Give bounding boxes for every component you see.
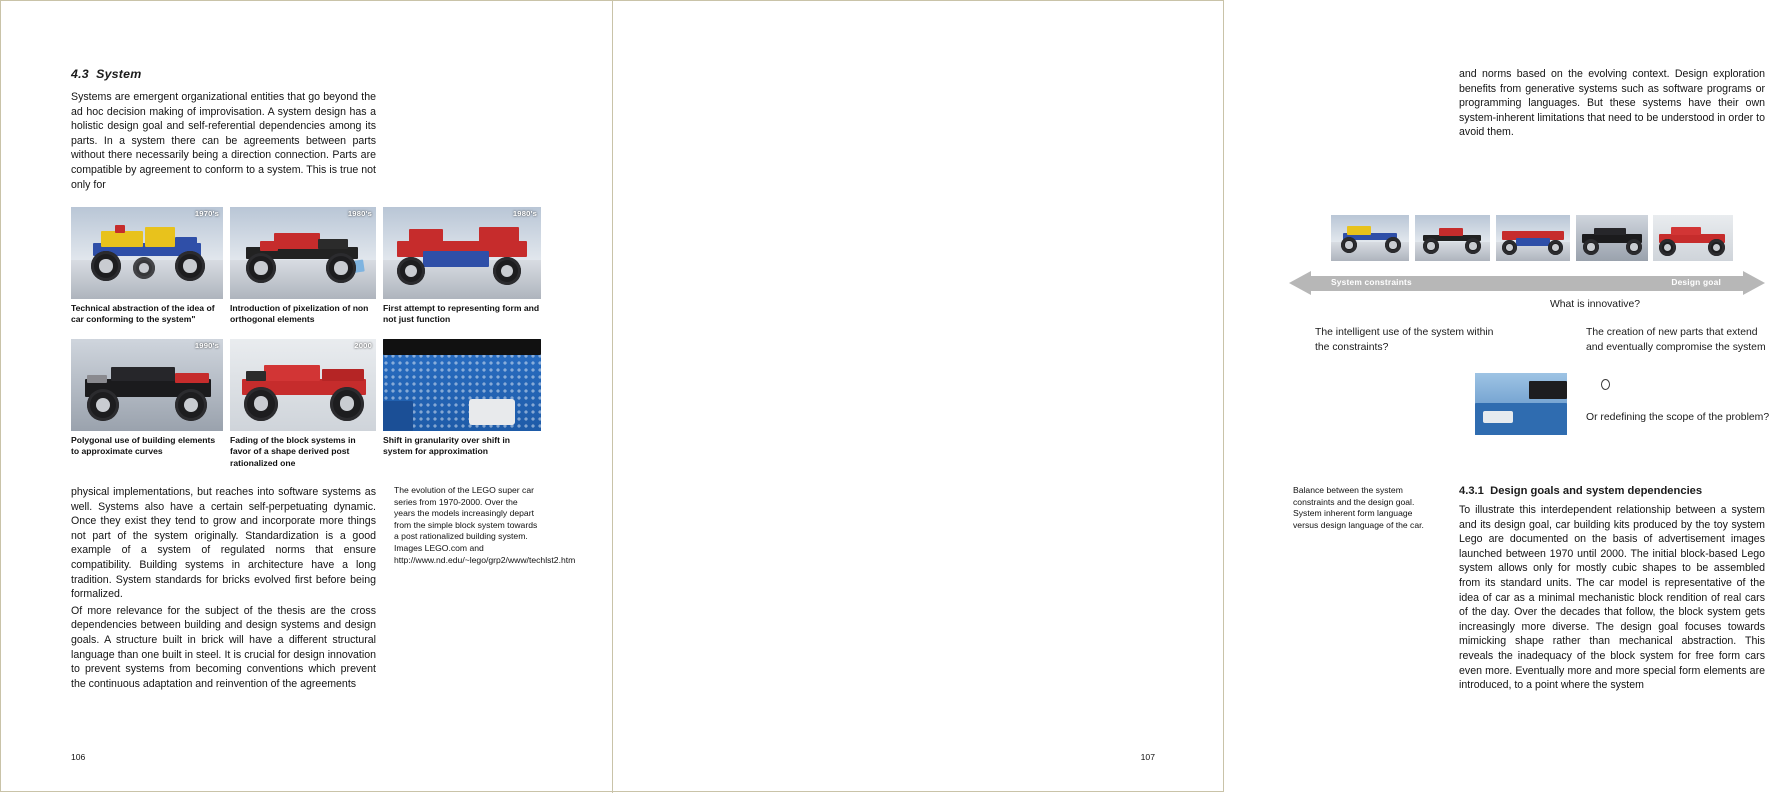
right-page-body-column xyxy=(1459,485,1765,693)
arrow-left-head-icon xyxy=(1289,271,1311,295)
subsection-heading xyxy=(1459,485,1765,497)
diagram-bottom-question: Or redefining the scope of the problem? xyxy=(1586,412,1770,423)
figure-year: 1980's xyxy=(347,209,372,218)
subsection-number: 4.3.1 xyxy=(1459,485,1484,497)
figure-granularity xyxy=(383,339,541,469)
figure-row-top xyxy=(71,207,541,326)
photo-lego-blue-car-surface xyxy=(383,339,541,431)
figure-caption: Fading of the block systems in favor of a shape derived post rationalized one xyxy=(230,434,356,468)
figure-caption: Technical abstraction of the idea of car conforming to the system" xyxy=(71,303,215,325)
photo-lego-car-1980s-b xyxy=(383,207,541,299)
figure-caption: Introduction of pixelization of non orthogonal elements xyxy=(230,303,369,325)
right-page xyxy=(613,1,1770,793)
figure-year: 2000 xyxy=(354,340,372,350)
arrow-label-left: System constraints xyxy=(1331,277,1412,287)
circle-marker-icon xyxy=(1601,379,1610,390)
left-page xyxy=(1,1,612,793)
figure-year: 1990's xyxy=(194,340,219,350)
thumb-lego-car-4 xyxy=(1576,215,1648,261)
figure-2000 xyxy=(230,339,376,469)
arrow-right-head-icon xyxy=(1743,271,1765,295)
arrow-label-right: Design goal xyxy=(1671,277,1721,287)
subsection-title: Design goals and system dependencies xyxy=(1490,485,1703,497)
top-paragraph: and norms based on the evolving context. Design exploration benefits from generative systems such as software programs or programming languages. But these systems have their own system-inherent limitations that need to be understood in order to avoid them. xyxy=(1459,68,1765,139)
figure-caption: Shift in granularity over shift in system for approximation xyxy=(383,434,511,457)
left-page-header-column xyxy=(71,67,376,192)
figure-caption: First attempt to representing form and not just function xyxy=(383,303,540,325)
section-title: System xyxy=(96,67,142,81)
section-heading xyxy=(71,67,376,81)
figure-row-bottom xyxy=(71,339,541,469)
thumbnail-strip xyxy=(1331,207,1765,271)
photo-lego-car-1980s-a xyxy=(230,207,376,299)
body-paragraph: To illustrate this interdependent relationship between a system and its design goal, car building kits produced by the toy system Lego are documented on the basis of advertisement images launched between 1970 until 2000. The initial block-based Lego system allows only for mostly cubic shapes to be assembled from its standard units. The car model is representative of the idea of car as a minimal mechanistic block rendition of real cars of the day. Over the decades that follow, the block system gets increasingly more diverse. The design goal focuses towards mimicking shape rather than mechanical abstraction. This reveals the inadequacy of the block system for free form cars even more. Eventually more and more special form elements are introduced, to a point where the system xyxy=(1459,504,1765,692)
body-paragraph-1: physical implementations, but reaches into software systems as well. Systems also have a certain self-perpetuating dynamic. Once they exist they tend to grow and incorporate more things not part of the system originally. Standardization is a good example of a system of regulated norms that ensure compatibility. Building systems in architecture have a long tradition. System standards for bricks evolved first before being formalized. xyxy=(71,486,376,601)
photo-lego-car-2000 xyxy=(230,339,376,431)
photo-lego-car-1970s xyxy=(71,207,223,299)
figure-1970s xyxy=(71,207,223,326)
right-page-sidenote: Balance between the system constraints and the design goal. System inherent form language versus design language of the car. xyxy=(1293,485,1424,530)
constraints-goal-arrow xyxy=(1289,271,1765,295)
intro-paragraph: Systems are emergent organizational entities that go beyond the ad hoc decision making of improvisation. A system design has a holistic design goal and self-referential dependencies among its parts. In a system there can be agreements between parts without there necessarily being a direction connection. Parts are compatible by agreement to conform to a system. This is true not only for xyxy=(71,91,376,191)
figure-1990s xyxy=(71,339,223,469)
photo-blue-lego-car xyxy=(1475,373,1567,435)
left-page-sidenote: The evolution of the LEGO super car series from 1970-2000. Over the years the models increasingly depart from the simple block system towards a post rationalized building system. Images LEGO.com and http://www.nd.edu/~lego/grp2/www/techlst2.htm xyxy=(394,485,576,565)
diagram-left-question: The intelligent use of the system within the constraints? xyxy=(1315,327,1494,353)
body-paragraph-2: Of more relevance for the subject of the thesis are the cross dependencies between building and design systems and design goals. A structure built in brick will have a different structural language than one built in steel. It is crucial for design innovation to prevent systems from becoming conventions which prevent the continuous adaptation and reinvention of the agreements xyxy=(71,604,376,690)
thumb-lego-car-1 xyxy=(1331,215,1409,261)
figure-year: 1970's xyxy=(194,209,219,218)
section-number: 4.3 xyxy=(71,67,89,81)
figure-caption: Polygonal use of building elements to approximate curves xyxy=(71,434,216,457)
figure-1980s-a xyxy=(230,207,376,326)
page-number-right: 107 xyxy=(1140,752,1155,762)
left-page-body-column xyxy=(71,485,376,691)
figure-year: 1980's xyxy=(512,209,537,218)
figure-1980s-b xyxy=(383,207,541,326)
photo-lego-car-1990s xyxy=(71,339,223,431)
diagram-right-question: The creation of new parts that extend and eventually compromise the system xyxy=(1586,327,1766,353)
diagram-center-question: What is innovative? xyxy=(1549,299,1641,310)
thumb-lego-car-5 xyxy=(1653,215,1733,261)
figure-grid xyxy=(71,207,541,469)
thumb-lego-car-3 xyxy=(1496,215,1570,261)
page-number-left: 106 xyxy=(71,752,86,762)
thumb-lego-car-2 xyxy=(1415,215,1490,261)
